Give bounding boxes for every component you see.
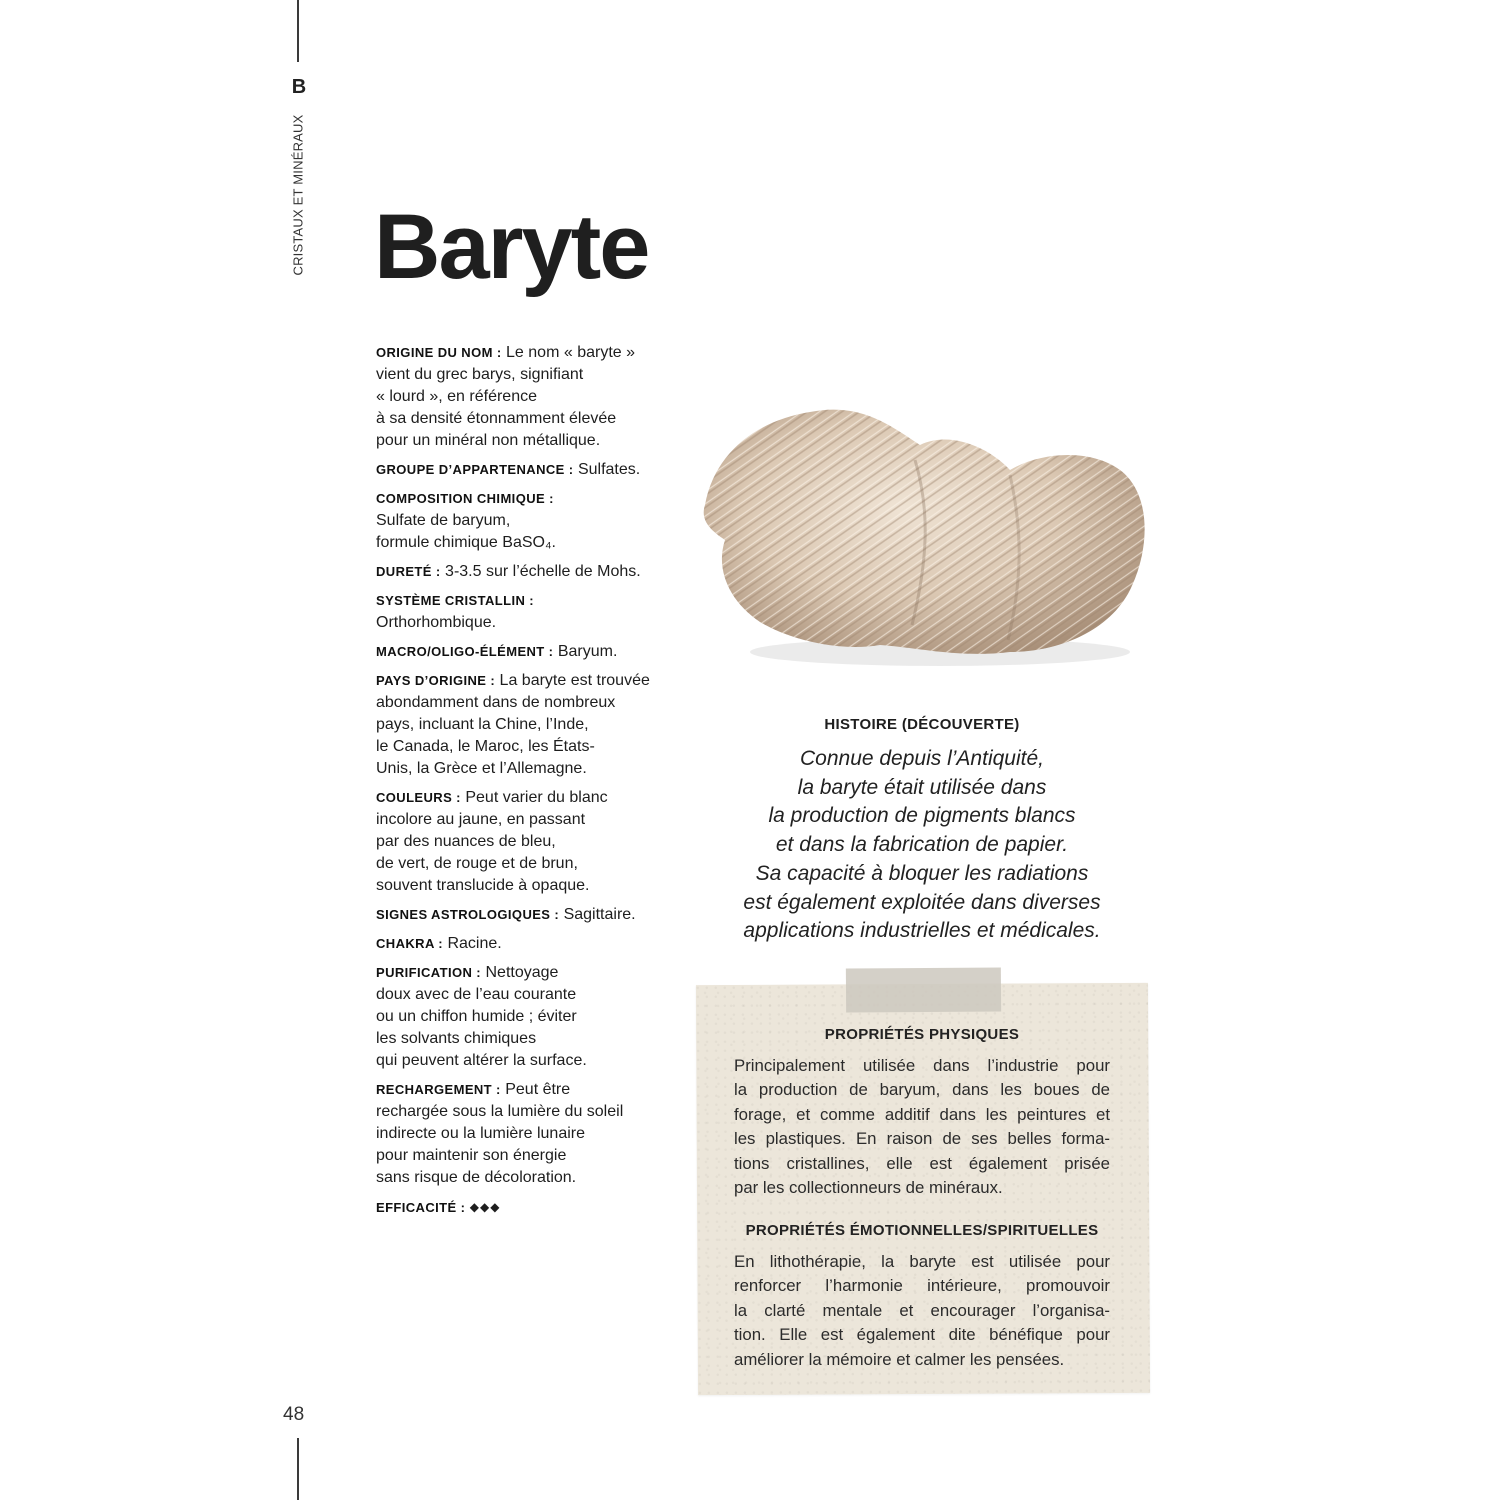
spiritual-properties-heading: PROPRIÉTÉS ÉMOTIONNELLES/SPIRITUELLES: [745, 1222, 1099, 1239]
history-text: [700, 745, 1144, 946]
fact-label: COMPOSITION CHIMIQUE :: [376, 491, 554, 506]
fact-text: Unis, la Grèce et l’Allemagne.: [376, 760, 587, 777]
fact-text: qui peuvent altérer la surface.: [376, 1052, 587, 1069]
fact-crystal-system: [376, 590, 676, 634]
fact-text: Sagittaire.: [563, 906, 636, 923]
fact-text: Sulfates.: [577, 461, 641, 478]
fact-label: RECHARGEMENT :: [376, 1082, 501, 1097]
diamond-icon: ◆: [490, 1200, 501, 1214]
fact-origin: [376, 342, 676, 452]
fact-label: SYSTÈME CRISTALLIN :: [376, 593, 534, 608]
fact-chakra: [376, 933, 676, 955]
fact-text: souvent translucide à opaque.: [376, 877, 590, 894]
history-heading: HISTOIRE (DÉCOUVERTE): [824, 716, 1020, 733]
fact-label: CHAKRA :: [376, 936, 443, 951]
body-line: tions cristallines, elle est également prisée: [734, 1153, 1110, 1173]
fact-label: ORIGINE DU NOM :: [376, 345, 502, 360]
fact-text: formule chimique BaSO₄.: [376, 534, 556, 551]
fact-label: MACRO/OLIGO-ÉLÉMENT :: [376, 644, 554, 659]
history-line: la baryte était utilisée dans: [797, 775, 1047, 799]
margin-rule-bottom: [297, 1438, 299, 1500]
history-line: Connue depuis l’Antiquité,: [799, 747, 1044, 770]
body-line: En lithothérapie, la baryte est utilisée pour: [734, 1252, 1110, 1271]
body-line: Principalement utilisée dans l’industrie pour: [734, 1056, 1110, 1075]
fact-label: GROUPE D’APPARTENANCE :: [376, 462, 574, 477]
margin-rule-top: [297, 0, 299, 62]
section-letter: B: [291, 76, 307, 98]
body-line: améliorer la mémoire et calmer les pensées.: [734, 1349, 1065, 1369]
fact-label: PAYS D’ORIGINE :: [376, 673, 496, 688]
fact-text: Peut varier du blanc: [465, 789, 608, 806]
fact-text: à sa densité étonnamment élevée: [376, 410, 617, 427]
page-number: 48: [283, 1404, 305, 1425]
baryte-specimen-photo: [690, 390, 1160, 690]
fact-text: Baryum.: [557, 643, 618, 660]
fact-text: sans risque de décoloration.: [376, 1169, 577, 1186]
fact-label: DURETÉ :: [376, 564, 441, 579]
fact-text: incolore au jaune, en passant: [376, 811, 586, 828]
body-line: renforcer l’harmonie intérieure, promouvoir: [734, 1276, 1110, 1296]
fact-text: pour un minéral non métallique.: [376, 432, 601, 449]
fact-label: SIGNES ASTROLOGIQUES :: [376, 907, 560, 922]
body-line: forage, et comme additif dans les peintures et: [734, 1104, 1110, 1124]
fact-label: COULEURS :: [376, 790, 461, 805]
fact-text: pays, incluant la Chine, l’Inde,: [376, 716, 589, 733]
fact-text: de vert, de rouge et de brun,: [376, 855, 578, 872]
body-line: tion. Elle est également dite bénéfique pour: [734, 1325, 1110, 1345]
fact-text: Sulfate de baryum,: [376, 512, 511, 529]
facts-list: [376, 342, 676, 1226]
fact-text: La baryte est trouvée: [499, 672, 650, 689]
fact-element: [376, 641, 676, 663]
history-line: et dans la fabrication de papier.: [775, 833, 1069, 857]
fact-text: Peut être: [505, 1081, 571, 1098]
fact-zodiac: [376, 904, 676, 926]
section-label: CRISTAUX ET MINÉRAUX: [290, 114, 306, 276]
history-line: Sa capacité à bloquer les radiations: [755, 861, 1089, 885]
fact-text: doux avec de l’eau courante: [376, 986, 577, 1003]
fact-country: [376, 670, 676, 780]
tape-strip: [846, 967, 1001, 1012]
fact-text: rechargée sous la lumière du soleil: [376, 1103, 624, 1120]
fact-colors: [376, 787, 676, 897]
fact-text: 3-3.5 sur l’échelle de Mohs.: [445, 563, 641, 580]
fact-label: EFFICACITÉ :: [376, 1200, 466, 1215]
spiritual-properties-text: [734, 1250, 1110, 1372]
fact-group: [376, 459, 676, 481]
fact-text: abondamment dans de nombreux: [376, 694, 616, 711]
fact-efficacy: [376, 1196, 676, 1219]
diamond-icon: ◆: [479, 1200, 491, 1214]
body-line: les plastiques. En raison de ses belles forma-: [734, 1129, 1110, 1149]
fact-text: Nettoyage: [485, 964, 559, 981]
fact-text: Le nom « baryte »: [506, 344, 635, 361]
physical-properties-text: [734, 1054, 1110, 1200]
fact-purification: [376, 962, 676, 1072]
fact-text: les solvants chimiques: [376, 1030, 537, 1047]
physical-properties-heading: PROPRIÉTÉS PHYSIQUES: [824, 1026, 1020, 1043]
history-line: applications industrielles et médicales.: [743, 919, 1101, 943]
body-line: la clarté mentale et encourager l’organisa-: [734, 1300, 1110, 1320]
history-line: est également exploitée dans diverses: [743, 890, 1101, 914]
fact-label: PURIFICATION :: [376, 965, 482, 980]
diamond-icon: ◆: [469, 1200, 480, 1214]
fact-text: indirecte ou la lumière lunaire: [376, 1125, 585, 1142]
history-line: la production de pigments blancs: [768, 804, 1076, 828]
fact-text: ou un chiffon humide ; éviter: [376, 1008, 577, 1025]
fact-recharging: [376, 1079, 676, 1189]
fact-text: Orthorhombique.: [376, 614, 497, 631]
fact-text: Racine.: [447, 935, 502, 952]
body-line: la production de baryum, dans les boues de: [734, 1080, 1110, 1100]
fact-text: vient du grec barys, signifiant: [376, 366, 584, 383]
fact-text: « lourd », en référence: [376, 388, 537, 405]
fact-composition: [376, 488, 676, 554]
fact-text: le Canada, le Maroc, les États-: [376, 738, 595, 755]
page-title: Baryte: [374, 196, 649, 298]
fact-text: pour maintenir son énergie: [376, 1147, 567, 1164]
efficacy-rating: [470, 1196, 501, 1218]
fact-hardness: [376, 561, 676, 583]
fact-text: par des nuances de bleu,: [376, 833, 556, 850]
body-line: par les collectionneurs de minéraux.: [734, 1178, 1003, 1198]
